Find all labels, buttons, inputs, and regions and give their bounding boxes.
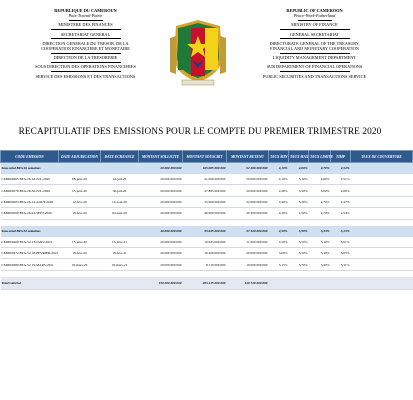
table-cell: 18-fevr-20	[59, 247, 101, 258]
column-header: MONTANT SOUSCRIT	[183, 151, 227, 163]
table-cell: 3,31%	[331, 259, 351, 270]
table-cell: 30-juil-20	[101, 185, 139, 196]
table-row	[1, 185, 413, 196]
table-cell: 2,69%	[331, 185, 351, 196]
service-en: PUBLIC SECURITIES AND TRANSACTIONS SERVICE	[262, 73, 367, 79]
table-cell: 150 000 000 000	[139, 277, 183, 290]
table-cell: 3,50%	[289, 247, 309, 258]
subtotal-row	[1, 163, 413, 174]
table-cell	[101, 277, 139, 290]
table-cell: Sous-total BTA 26 semaines	[1, 163, 59, 174]
table-cell: CM0000465 BTA-26-16-JUL-2020	[1, 174, 59, 185]
table-cell: CM0000590 BTA-26-04-SEPT-2020	[1, 208, 59, 219]
table-cell	[101, 163, 139, 174]
table-cell: 19-mars-20	[59, 259, 101, 270]
table-cell: 19-mars-21	[101, 259, 139, 270]
dg-en-line1: DIRECTORATE GENERAL OF THE TREASURY,	[269, 40, 360, 46]
table-cell: 16 400 000 000	[183, 247, 227, 258]
table-cell: 04-sept-20	[101, 208, 139, 219]
table-cell: 47 885 000 000	[183, 185, 227, 196]
table-cell: 16-juil-20	[101, 174, 139, 185]
table-cell: 203 215 000 000	[183, 277, 227, 290]
table-row	[1, 196, 413, 207]
column-header: MONTANT SOLLICITE	[139, 151, 183, 163]
table-cell: 20 000 000 000	[139, 174, 183, 185]
separator	[69, 20, 103, 21]
table-cell: 3,10%	[309, 247, 331, 258]
subtotal-row	[1, 226, 413, 237]
table-cell: 12-fevr-20	[59, 196, 101, 207]
table-cell: 14-aout-20	[101, 196, 139, 207]
table-cell	[351, 208, 413, 219]
table-header-row	[1, 151, 413, 163]
separator	[51, 29, 121, 30]
column-header: DATE ADJUDICATION	[59, 151, 101, 163]
separator	[51, 62, 121, 63]
column-header: CODE EMISSION	[1, 151, 59, 163]
table-cell	[101, 226, 139, 237]
separator	[51, 71, 121, 72]
grand-total-row	[1, 277, 413, 290]
table-cell	[351, 277, 413, 290]
table-row	[1, 247, 413, 258]
table-cell: 3,05%	[331, 247, 351, 258]
table-cell: 2,60%	[309, 174, 331, 185]
table-cell: 20 000 000 000	[227, 174, 269, 185]
table-cell	[59, 163, 101, 174]
separator	[280, 53, 350, 54]
table-cell: 2,49%	[269, 196, 289, 207]
table-cell	[331, 277, 351, 290]
column-header: DATE ECHEANCE	[101, 151, 139, 163]
table-cell: 2,70%	[309, 208, 331, 219]
separator	[280, 38, 350, 39]
table-cell: CM0000578 BTA-26-30-JUL-2020	[1, 185, 59, 196]
table-cell: 3,50%	[289, 236, 309, 247]
emissions-table	[0, 150, 413, 290]
header-left	[3, 8, 168, 79]
table-cell: CM0000583 BTA-26-14-AOUT-2020	[1, 196, 59, 207]
column-header: MONTANT RETENU	[227, 151, 269, 163]
table-cell: 37 520 000 000	[227, 226, 269, 237]
separator	[280, 29, 350, 30]
table-cell: 129 720 000 000	[227, 277, 269, 290]
sub-direction-fr: SOUS DIRECTION DES OPERATIONS FINANCIERES	[35, 64, 136, 70]
table-cell: 3,15%	[269, 259, 289, 270]
table-cell: 3,20%	[289, 196, 309, 207]
table-cell	[59, 226, 101, 237]
table-cell: 40 000 000 000	[139, 226, 183, 237]
table-cell: 20 000 000 000	[139, 259, 183, 270]
table-cell: 3,33%	[309, 226, 331, 237]
table-cell: 40 900 000 000	[183, 208, 227, 219]
table-row	[1, 174, 413, 185]
table-cell: 35 900 000 000	[183, 196, 227, 207]
table-cell	[351, 259, 413, 270]
table-cell: 2,50%	[289, 208, 309, 219]
table-cell: 10 625 000 000	[183, 236, 227, 247]
table-cell	[351, 163, 413, 174]
column-header: TAUX MAX	[289, 151, 309, 163]
table-cell: 165 685 000 000	[183, 163, 227, 174]
table-cell: 20 000 000 000	[139, 247, 183, 258]
sub-direction-en: SUB DEPARTMENT OF FINANCIAL OPERATIONS	[266, 64, 363, 70]
table-cell: 2,10%	[269, 163, 289, 174]
table-cell	[351, 174, 413, 185]
table-cell	[309, 277, 331, 290]
table-cell: 22 000 000 000	[227, 196, 269, 207]
table-cell: 2,47%	[331, 196, 351, 207]
table-cell	[351, 185, 413, 196]
table-cell	[289, 277, 309, 290]
motto-fr: Paix-Travail-Patrie	[68, 13, 103, 19]
separator	[280, 71, 350, 72]
table-cell: 3,10%	[309, 236, 331, 247]
table-cell	[351, 236, 413, 247]
table-cell: 18-fevr-21	[101, 247, 139, 258]
table-cell: 2,54%	[331, 163, 351, 174]
table-cell: 2,54%	[331, 208, 351, 219]
table-row	[1, 208, 413, 219]
table-cell: 20 000 000 000	[139, 236, 183, 247]
column-header: TIMP	[331, 151, 351, 163]
dg-fr-line1: DIRECTION GENERALE DU TRESOR, DE LA	[42, 40, 129, 46]
table-cell: 2,70%	[309, 196, 331, 207]
table-cell: 92 200 000 000	[227, 163, 269, 174]
table-cell: 3,00%	[309, 185, 331, 196]
ministry-en: MINISTRY OF FINANCE	[291, 22, 338, 28]
table-cell: Sous-total BTA 52 semaines	[1, 226, 59, 237]
header-right	[232, 8, 397, 79]
table-cell: 13-janv-21	[101, 236, 139, 247]
table-cell: 2,70%	[309, 163, 331, 174]
table-cell: 15-janv-20	[59, 185, 101, 196]
table-row	[1, 236, 413, 247]
secretariat-en: GENERAL SECRETARIAT	[289, 31, 340, 37]
table-cell: 3,01%	[331, 236, 351, 247]
table-cell: 35 625 000 000	[183, 226, 227, 237]
column-header: TAUX DE COUVERTURE	[351, 151, 413, 163]
dg-fr-line2: COOPERATION FINANCIERE ET MONETAIRE	[41, 46, 130, 52]
table-cell	[351, 196, 413, 207]
table-cell: CM0000480 BTA-52-19-MARS-2021	[1, 259, 59, 270]
table-cell	[351, 247, 413, 258]
separator	[51, 53, 121, 54]
cameroon-coat-of-arms-icon	[168, 16, 228, 88]
table-cell: 3,40%	[309, 259, 331, 270]
column-header: TAUX LIMITE	[309, 151, 331, 163]
table-cell: 08-janv-20	[59, 174, 101, 185]
table-cell	[351, 226, 413, 237]
ministry-fr: MINISTERE DES FINANCES	[58, 22, 113, 28]
separator	[280, 62, 350, 63]
dg-en-line2: FINANCIAL AND MONETARY COOPERATION	[270, 46, 359, 52]
table-cell: 19-fevr-20	[59, 208, 101, 219]
table-cell: 3,00%	[269, 247, 289, 258]
table-cell: 20 000 000 000	[227, 247, 269, 258]
table-cell: 2,20%	[269, 208, 289, 219]
table-cell: 30 200 000 000	[227, 208, 269, 219]
table-cell: 2,20%	[269, 185, 289, 196]
table-cell: 3,10%	[289, 174, 309, 185]
table-cell	[269, 277, 289, 290]
table-cell: CM0000460 BTA-52-13-JANV-2021	[1, 236, 59, 247]
service-fr: SERVICE DES EMISSIONS ET DES TRANSACTIONS	[35, 73, 136, 79]
table-cell: 2,10%	[269, 174, 289, 185]
table-cell: 3,13%	[331, 226, 351, 237]
column-header: TAUX MIN	[269, 151, 289, 163]
page-title: RECAPITULATIF DES EMISSIONS POUR LE COMPTE DU PREMIER TRIMESTRE 2020	[18, 127, 382, 137]
direction-en: LIQUIDITY MANAGEMENT DEPARTMENT	[272, 55, 357, 61]
table-cell: 20 000 000 000	[139, 208, 183, 219]
country-fr: REPUBLIQUE DU CAMEROUN	[54, 8, 117, 13]
secretariat-fr: SECRETARIAT GENERAL	[60, 31, 111, 37]
table-cell: Total Général	[1, 277, 59, 290]
separator	[298, 20, 332, 21]
table-cell: 41 000 000 000	[183, 174, 227, 185]
direction-fr: DIRECTION DE LA TRESORERIE	[53, 55, 118, 61]
table-cell: 20 000 000 000	[139, 163, 183, 174]
table-cell: 11 000 000 000	[227, 236, 269, 247]
table-cell: 20 000 000 000	[139, 185, 183, 196]
country-en: REPUBLIC OF CAMEROON	[286, 8, 343, 13]
table-cell: 10 000 000 000	[227, 259, 269, 270]
table-cell: 2,50%	[269, 236, 289, 247]
table-cell: 2,51%	[331, 174, 351, 185]
table-cell: 8 110 000 000	[183, 259, 227, 270]
table-row	[1, 259, 413, 270]
table-cell: CM0000472 BTA-52-18-FEVRIER-2021	[1, 247, 59, 258]
table-cell: 2,50%	[269, 226, 289, 237]
table-cell: 15-janv-20	[59, 236, 101, 247]
table-cell: 4,00%	[289, 163, 309, 174]
table-cell: 3,70%	[289, 259, 309, 270]
table-cell	[59, 277, 101, 290]
table-cell: 20 000 000 000	[139, 196, 183, 207]
motto-en: Peace-Work-Fatherland	[293, 13, 336, 19]
table-cell: 3,50%	[289, 226, 309, 237]
separator	[51, 38, 121, 39]
table-cell: 20 000 000 000	[227, 185, 269, 196]
table-cell: 3,50%	[289, 185, 309, 196]
